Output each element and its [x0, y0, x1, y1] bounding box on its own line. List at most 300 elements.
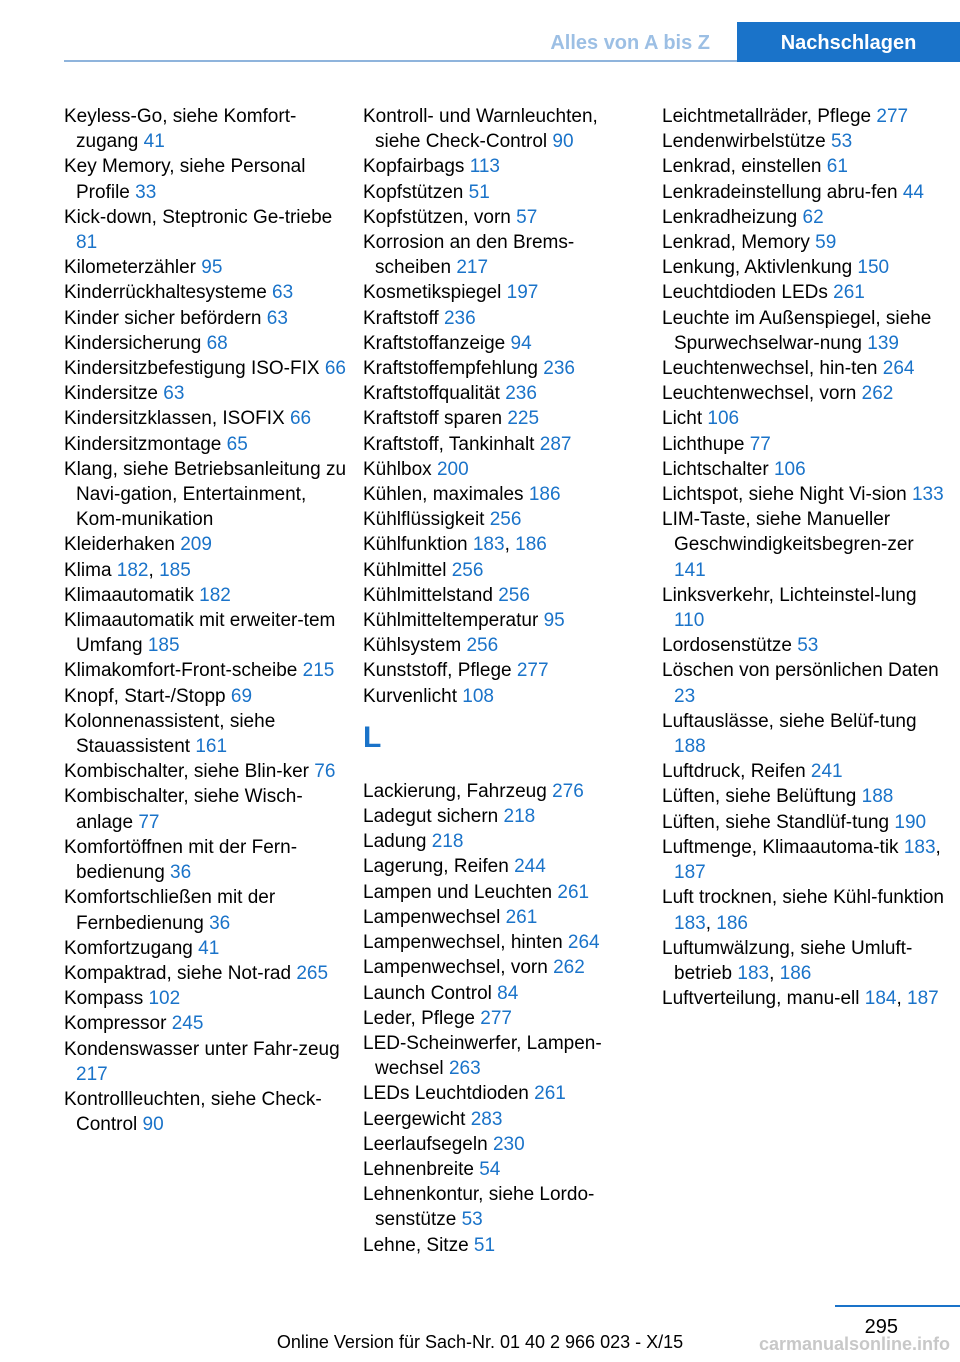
index-entry-text: Kick-down, Steptronic Ge-triebe	[64, 206, 333, 228]
index-entry-text: Ladegut sichern	[363, 806, 499, 828]
index-entry-text: Kilometerzähler	[64, 257, 196, 279]
index-entry	[64, 432, 349, 457]
index-entry	[64, 532, 349, 557]
index-entry-text: Lampen und Leuchten	[363, 881, 553, 903]
index-entry	[64, 885, 349, 935]
index-entry-text: Kindersitzmontage	[64, 433, 222, 455]
page-reference-link[interactable]: 65	[226, 433, 248, 455]
page-reference-link[interactable]: 133	[911, 484, 944, 506]
index-entry-text: Luftmenge, Klimaautoma-tik	[662, 836, 899, 858]
index-entry	[363, 779, 648, 804]
page-reference-link[interactable]: 51	[468, 181, 490, 203]
index-entry	[662, 230, 947, 255]
index-entry-text: Leuchtdioden LEDs	[662, 282, 828, 304]
index-entry	[662, 810, 947, 835]
header-section-title: Alles von A bis Z	[550, 32, 710, 54]
index-entry-text: Luftumwälzung, siehe Umluft-betrieb	[662, 937, 913, 984]
index-entry	[363, 356, 648, 381]
index-entry	[363, 608, 648, 633]
page-reference-link[interactable]: 261	[505, 906, 538, 928]
index-entry	[64, 104, 349, 154]
page-reference-link[interactable]: 54	[479, 1158, 501, 1180]
page-reference-link[interactable]: 185	[147, 635, 180, 657]
index-entry-text: Key Memory, siehe Personal Profile	[64, 156, 306, 203]
page-reference-link[interactable]: 68	[206, 332, 228, 354]
index-entry	[363, 1233, 648, 1258]
page-reference-link[interactable]: 95	[201, 257, 223, 279]
index-entry-text: Kühlbox	[363, 458, 432, 480]
page-reference-link[interactable]: 182	[116, 559, 149, 581]
index-entry-text: Kinderrückhaltesysteme	[64, 282, 267, 304]
index-entry	[363, 1006, 648, 1031]
index-entry-text: Lenkung, Aktivlenkung	[662, 257, 853, 279]
index-entry-text: Lehnenbreite	[363, 1158, 474, 1180]
page-reference-link[interactable]: 90	[142, 1114, 164, 1136]
index-entry-text: Kosmetikspiegel	[363, 282, 502, 304]
index-entry	[64, 658, 349, 683]
index-entry-text: Komfortschließen mit der Fernbedienung	[64, 887, 276, 934]
index-entry-text: Kindersitzklassen, ISOFIX	[64, 408, 285, 430]
page-reference-link[interactable]: 265	[296, 962, 329, 984]
page-reference-link[interactable]: 36	[209, 912, 231, 934]
index-entry-text: Kindersitzbefestigung ISO-FIX	[64, 358, 320, 380]
page-reference-link[interactable]: 63	[272, 282, 294, 304]
index-entry: Luft trocknen, siehe Kühl-funktion 183, 186	[662, 887, 945, 934]
page-number: 295	[864, 1316, 898, 1338]
page-reference-link[interactable]: 236	[443, 307, 476, 329]
index-entry-text: Kopfairbags	[363, 156, 465, 178]
index-entry-text: Kraftstoffqualität	[363, 383, 500, 405]
page-reference-link[interactable]: 183	[903, 836, 936, 858]
index-entry	[363, 230, 648, 280]
page-reference-link[interactable]: 225	[507, 408, 540, 430]
page-reference-link[interactable]: 108	[462, 685, 494, 707]
index-entry-text: Kompressor	[64, 1013, 167, 1035]
index-entry	[64, 406, 349, 431]
index-entry: Luftumwälzung, siehe Umluft-betrieb 183, 186	[662, 937, 913, 984]
index-entry-text: Lenkrad, einstellen	[662, 156, 822, 178]
page-reference-link[interactable]: 110	[674, 610, 705, 632]
index-letter-heading: L	[363, 720, 382, 754]
index-entry-text: Klima	[64, 559, 112, 581]
index-entry	[64, 684, 349, 709]
index-entry-text: Kombischalter, siehe Wisch-anlage	[64, 786, 303, 833]
page-number-rule	[835, 1305, 960, 1307]
page-reference-link[interactable]: 264	[882, 358, 915, 380]
page-reference-link[interactable]: 187	[674, 862, 706, 884]
index-entry	[363, 205, 648, 230]
page-reference-link[interactable]: 106	[707, 408, 740, 430]
index-entry	[662, 205, 947, 230]
page-reference-link[interactable]: 186	[515, 534, 547, 556]
page-reference-link[interactable]: 277	[516, 660, 549, 682]
index-entry-text: Lendenwirbelstütze	[662, 131, 826, 153]
index-entry	[662, 104, 947, 129]
index-entry	[64, 835, 349, 885]
page-reference-link[interactable]: 236	[543, 358, 575, 380]
page-reference-link[interactable]: 263	[448, 1058, 481, 1080]
page-reference-link[interactable]: 33	[135, 181, 157, 203]
index-entry	[64, 255, 349, 280]
page-reference-link[interactable]: 218	[503, 806, 536, 828]
page-reference-link[interactable]: 106	[773, 458, 806, 480]
page-reference-link[interactable]: 256	[489, 509, 522, 531]
index-entry-text: Kurvenlicht	[363, 685, 457, 707]
index-entry-text: Kondenswasser unter Fahr-zeug	[64, 1038, 340, 1060]
index-entry	[662, 306, 947, 356]
index-entry	[662, 759, 947, 784]
index-entry	[64, 356, 349, 381]
index-entry	[64, 154, 349, 204]
page-reference-link[interactable]: 187	[907, 988, 939, 1010]
index-entry	[363, 684, 648, 709]
index-entry-text: Leergewicht	[363, 1108, 466, 1130]
page-reference-link[interactable]: 264	[567, 932, 600, 954]
index-entry	[363, 658, 648, 683]
page-reference-link[interactable]: 244	[514, 856, 546, 878]
page-reference-link[interactable]: 186	[716, 912, 748, 934]
index-entry: Klima 182, 185	[64, 559, 191, 581]
index-entry	[363, 180, 648, 205]
index-entry	[662, 280, 947, 305]
index-entry	[363, 104, 648, 154]
index-entry	[64, 583, 349, 608]
page-reference-link[interactable]: 113	[469, 156, 500, 178]
index-entry-text: Lackierung, Fahrzeug	[363, 780, 547, 802]
index-entry	[64, 608, 349, 658]
page-reference-link[interactable]: 141	[674, 559, 706, 581]
index-entry-text: Lenkradheizung	[662, 206, 798, 228]
index-entry-text: Kühlflüssigkeit	[363, 509, 485, 531]
index-entry	[64, 1037, 349, 1087]
page-reference-link[interactable]: 277	[876, 106, 909, 127]
index-entry	[64, 759, 349, 784]
page-reference-link[interactable]: 95	[543, 610, 565, 632]
index-entry-text: Kraftstoffempfehlung	[363, 358, 538, 380]
index-entry-text: Kompass	[64, 988, 144, 1010]
index-entry	[662, 507, 947, 583]
page-reference-link[interactable]: 256	[498, 584, 530, 606]
index-entry	[64, 306, 349, 331]
index-entry	[662, 709, 947, 759]
index-entry-text: Kühlmitteltemperatur	[363, 610, 539, 632]
index-entry-text: LIM-Taste, siehe Manueller Geschwindigkeitsbegren-zer	[662, 509, 914, 556]
page-reference-link[interactable]: 57	[516, 206, 538, 228]
page-reference-link[interactable]: 209	[180, 534, 212, 556]
index-entry-text: Kraftstoffanzeige	[363, 332, 506, 354]
index-entry-text: Lampenwechsel, hinten	[363, 932, 563, 954]
index-entry	[662, 432, 947, 457]
index-entry: Luftmenge, Klimaautoma-tik 183, 187	[662, 836, 941, 884]
index-entry	[662, 255, 947, 280]
page-reference-link[interactable]: 76	[314, 761, 336, 783]
page-reference-link[interactable]: 276	[552, 780, 584, 802]
index-entry-text: Kühlsystem	[363, 635, 462, 657]
page-reference-link[interactable]: 183	[674, 912, 706, 934]
index-entry-text: LEDs Leuchtdioden	[363, 1083, 529, 1105]
index-entry	[363, 507, 648, 532]
index-entry	[363, 432, 648, 457]
index-entry-text: Leerlaufsegeln	[363, 1133, 488, 1155]
index-entry	[662, 583, 947, 633]
index-column-1	[64, 104, 349, 1137]
index-entry-text: Ladung	[363, 831, 427, 853]
index-entry	[64, 1087, 349, 1137]
page-reference-link[interactable]: 184	[864, 988, 897, 1010]
index-entry	[64, 457, 349, 533]
page-reference-link[interactable]: 81	[76, 232, 98, 254]
page-reference-link[interactable]: 186	[528, 484, 561, 506]
index-entry-text: Kraftstoff, Tankinhalt	[363, 433, 535, 455]
index-entry	[662, 633, 947, 658]
index-entry	[363, 981, 648, 1006]
index-entry-text: Klimaautomatik	[64, 584, 194, 606]
index-entry-text: LED-Scheinwerfer, Lampen-wechsel	[363, 1032, 602, 1080]
index-entry: Kühlfunktion 183, 186	[363, 534, 547, 556]
index-entry-text: Kühlen, maximales	[363, 484, 524, 506]
page-reference-link[interactable]: 218	[431, 831, 464, 853]
watermark: carmanualsonline.info	[758, 1334, 950, 1354]
index-entry-text: Kühlfunktion	[363, 534, 468, 556]
index-entry	[662, 180, 947, 205]
index-entry	[363, 280, 648, 305]
index-entry-text: Lenkrad, Memory	[662, 232, 810, 254]
index-entry-text: Kopfstützen	[363, 181, 464, 203]
page-reference-link[interactable]: 44	[902, 181, 924, 203]
index-entry	[363, 804, 648, 829]
index-entry-text: Lüften, siehe Belüftung	[662, 786, 857, 808]
page-reference-link[interactable]: 277	[480, 1007, 512, 1029]
page-reference-link[interactable]: 190	[894, 811, 927, 833]
index-entry-text: Lehnenkontur, siehe Lordo-senstütze	[363, 1184, 595, 1231]
page-reference-link[interactable]: 215	[302, 660, 335, 682]
page-reference-link[interactable]: 53	[831, 131, 853, 153]
index-entry-text: Kindersitze	[64, 383, 158, 405]
index-entry	[64, 784, 349, 834]
index-entry	[363, 558, 648, 583]
index-entry	[64, 936, 349, 961]
index-entry-text: Lichtschalter	[662, 458, 769, 480]
index-entry	[363, 306, 648, 331]
page-reference-link[interactable]: 62	[802, 206, 824, 228]
page-reference-link[interactable]: 283	[470, 1108, 503, 1130]
index-entry-text: Klang, siehe Betriebsanleitung zu Navi-gation, Entertainment, Kom-munikation	[64, 458, 347, 531]
page-reference-link[interactable]: 197	[506, 282, 539, 304]
page-reference-link[interactable]: 102	[148, 988, 181, 1010]
page-reference-link[interactable]: 262	[553, 957, 585, 979]
page-reference-link[interactable]: 36	[170, 862, 192, 884]
index-entry	[363, 1107, 648, 1132]
index-entry	[662, 784, 947, 809]
page-reference-link[interactable]: 261	[557, 881, 590, 903]
index-entry	[662, 356, 947, 381]
index-entry	[363, 1081, 648, 1106]
index-entry-text: Leuchtenwechsel, vorn	[662, 383, 857, 405]
index-entry-text: Löschen von persönlichen Daten	[662, 660, 939, 682]
index-entry-text: Kleiderhaken	[64, 534, 175, 556]
index-entry: Luftverteilung, manu-ell 184, 187	[662, 988, 939, 1010]
index-entry-text: Lagerung, Reifen	[363, 856, 509, 878]
index-entry	[64, 331, 349, 356]
index-entry-text: Linksverkehr, Lichteinstel-lung	[662, 584, 917, 606]
footer-text: Online Version für Sach-Nr. 01 40 2 966 023 - X/15	[276, 1332, 684, 1352]
index-entry	[64, 986, 349, 1011]
page-reference-link[interactable]: 53	[461, 1209, 483, 1231]
page-reference-link[interactable]: 262	[861, 383, 894, 405]
page-reference-link[interactable]: 63	[163, 383, 185, 405]
index-entry	[662, 482, 947, 507]
page-reference-link[interactable]: 66	[324, 358, 346, 380]
page-reference-link[interactable]: 77	[138, 811, 160, 833]
index-entry	[662, 457, 947, 482]
index-entry	[64, 280, 349, 305]
index-entry-text: Kraftstoff sparen	[363, 408, 503, 430]
index-entry	[363, 854, 648, 879]
page-reference-link[interactable]: 90	[552, 131, 574, 153]
index-entry-text: Launch Control	[363, 982, 492, 1004]
page-reference-link[interactable]: 150	[857, 257, 890, 279]
index-entry	[363, 154, 648, 179]
page-reference-link[interactable]: 139	[867, 332, 899, 354]
index-entry	[662, 154, 947, 179]
index-entry	[363, 880, 648, 905]
index-entry-text: Lordosenstütze	[662, 635, 792, 657]
page-reference-link[interactable]: 217	[456, 257, 489, 279]
index-entry	[662, 381, 947, 406]
index-entry	[662, 406, 947, 431]
index-entry-text: Klimaautomatik mit erweiter-tem Umfang	[64, 610, 336, 657]
index-column-2	[363, 104, 648, 1258]
index-entry-text: Knopf, Start-/Stopp	[64, 685, 226, 707]
index-entry-text: Licht	[662, 408, 703, 430]
index-entry-text: Kontroll- und Warnleuchten, siehe Check-Control	[363, 106, 598, 153]
index-column-3	[662, 104, 947, 1011]
page-reference-link[interactable]: 188	[861, 786, 894, 808]
index-entry	[363, 633, 648, 658]
index-entry-text: Lenkradeinstellung abru-fen	[662, 181, 898, 203]
index-entry	[363, 1157, 648, 1182]
page-reference-link[interactable]: 183	[472, 534, 505, 556]
index-entry-text: Leuchtenwechsel, hin-ten	[662, 358, 878, 380]
index-entry-text: Komfortzugang	[64, 937, 193, 959]
index-entry	[363, 905, 648, 930]
page-reference-link[interactable]: 53	[797, 635, 819, 657]
index-entry-text: Kompaktrad, siehe Not-rad	[64, 962, 292, 984]
index-entry	[64, 709, 349, 759]
index-entry-text: Luftdruck, Reifen	[662, 761, 806, 783]
page-reference-link[interactable]: 217	[76, 1063, 108, 1085]
page-reference-link[interactable]: 188	[674, 736, 706, 758]
index-entry-text: Lüften, siehe Standlüf-tung	[662, 811, 890, 833]
index-entry-text: Luft trocknen, siehe Kühl-funktion	[662, 887, 945, 909]
index-entry	[363, 829, 648, 854]
page-reference-link[interactable]: 66	[289, 408, 312, 430]
index-entry	[363, 482, 648, 507]
index-entry-text: Kinder sicher befördern	[64, 307, 262, 329]
page-reference-link[interactable]: 241	[810, 761, 843, 783]
index-entry-text: Kindersicherung	[64, 332, 202, 354]
index-entry	[363, 930, 648, 955]
index-entry-text: Korrosion an den Brems-scheiben	[363, 232, 575, 279]
page-reference-link[interactable]: 236	[505, 383, 537, 405]
index-entry-text: Luftauslässe, siehe Belüf-tung	[662, 710, 917, 732]
index-entry	[64, 381, 349, 406]
index-entry-text: Lichthupe	[662, 433, 745, 455]
index-entry-text: Kolonnenassistent, siehe Stauassistent	[64, 710, 276, 758]
index-entry-text: Luftverteilung, manu-ell	[662, 988, 860, 1010]
page-reference-link[interactable]: 161	[195, 736, 228, 758]
index-entry-text: Leichtmetallräder, Pflege	[662, 106, 872, 127]
page-reference-link[interactable]: 185	[159, 559, 191, 581]
index-entry-text: Leuchte im Außenspiegel, siehe Spurwechselwar-nung	[662, 307, 932, 354]
index-entry	[64, 1011, 349, 1036]
page-reference-link[interactable]: 61	[826, 156, 848, 178]
index-entry-text: Lehne, Sitze	[363, 1234, 469, 1256]
index-entry	[363, 1182, 648, 1232]
header-tab[interactable]: Nachschlagen	[737, 22, 960, 62]
page-reference-link[interactable]: 200	[436, 458, 469, 480]
index-entry-text: Lampenwechsel	[363, 906, 501, 928]
index-entry	[363, 406, 648, 431]
index-entry-text: Kühlmittel	[363, 559, 447, 581]
index-entry-text: Keyless-Go, siehe Komfort-zugang	[64, 106, 297, 153]
index-entry-text: Klimakomfort-Front-scheibe	[64, 660, 298, 682]
page-reference-link[interactable]: 183	[737, 962, 770, 984]
index-entry	[363, 583, 648, 608]
index-entry	[662, 658, 947, 708]
index-entry	[363, 955, 648, 980]
page-reference-link[interactable]: 256	[466, 635, 499, 657]
index-entry	[363, 381, 648, 406]
page-reference-link[interactable]: 261	[534, 1083, 566, 1105]
page-reference-link[interactable]: 230	[492, 1133, 525, 1155]
index-entry-text: Leder, Pflege	[363, 1007, 475, 1029]
page-reference-link[interactable]: 41	[198, 937, 220, 959]
page-reference-link[interactable]: 94	[510, 332, 532, 354]
page-reference-link[interactable]: 261	[833, 282, 865, 304]
index-entry	[64, 961, 349, 986]
index-entry-text: Kontrollleuchten, siehe Check-Control	[64, 1088, 322, 1136]
index-entry-text: Kunststoff, Pflege	[363, 660, 512, 682]
page-reference-link[interactable]: 23	[674, 685, 696, 707]
index-entry	[363, 1132, 648, 1157]
page-reference-link[interactable]: 287	[539, 433, 572, 455]
page-reference-link[interactable]: 84	[497, 982, 519, 1004]
index-entry-text: Kraftstoff	[363, 307, 439, 329]
page-reference-link[interactable]: 63	[266, 307, 288, 329]
index-entry	[64, 205, 349, 255]
index-entry-text: Kühlmittelstand	[363, 584, 493, 606]
index-entry-text: Lampenwechsel, vorn	[363, 957, 548, 979]
page-reference-link[interactable]: 51	[473, 1234, 496, 1256]
page-reference-link[interactable]: 182	[199, 584, 231, 606]
index-entry	[363, 457, 648, 482]
page-reference-link[interactable]: 59	[815, 232, 837, 254]
page-reference-link[interactable]: 245	[171, 1013, 204, 1035]
page-reference-link[interactable]: 256	[451, 559, 484, 581]
index-entry-text: Komfortöffnen mit der Fern-bedienung	[64, 836, 298, 884]
index-entry-text: Kopfstützen, vorn	[363, 206, 511, 228]
page-reference-link[interactable]: 69	[230, 685, 253, 707]
index-entry-text: Kombischalter, siehe Blin-ker	[64, 761, 309, 783]
index-entry	[363, 1031, 648, 1081]
index-entry	[363, 331, 648, 356]
index-entry-text: Lichtspot, siehe Night Vi-sion	[662, 484, 907, 506]
page-reference-link[interactable]: 77	[749, 433, 771, 455]
page-reference-link[interactable]: 186	[779, 962, 812, 984]
index-entry	[662, 129, 947, 154]
page-reference-link[interactable]: 41	[143, 131, 165, 153]
